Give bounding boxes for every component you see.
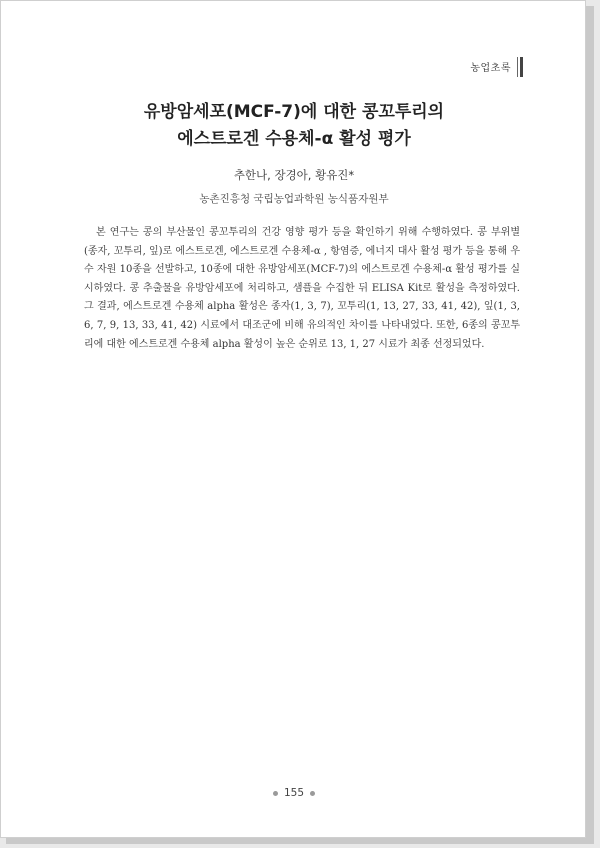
title-line-1: 유방암세포(MCF-7)에 대한 콩꼬투리의 [143, 102, 445, 122]
page-shadow-right [586, 6, 594, 842]
page-footer [1, 787, 587, 799]
authors: 추한나, 장경아, 황유진* [233, 168, 355, 182]
title-line-2: 에스트로겐 수용체-α 활성 평가 [177, 129, 411, 149]
page-number: 155 [283, 787, 305, 799]
footer-dot-left [273, 791, 278, 796]
page-shadow-bottom [6, 838, 594, 844]
section-tag: 농업초록 [470, 63, 511, 74]
section-bar-thin [517, 57, 519, 77]
affiliation: 농촌진흥청 국립농업과학원 농식품자원부 [199, 193, 389, 205]
footer-dot-right [310, 791, 315, 796]
paper-title [1, 99, 587, 153]
section-bar [520, 57, 523, 77]
abstract: 본 연구는 콩의 부산물인 콩꼬투리의 건강 영향 평가 등을 확인하기 위해 수행하였다. 콩 부위별(종자, 꼬투리, 잎)로 에스트로겐, 에스트로겐 수용체-α , 항염증, 에너지 대사 활성 평가 등을 통해 우수 자원 10종을 선발하고, 10종에 대한 유방암세포(MCF-7)의 에스트로겐 수용체-α 활성 평가를 실시하였다. 콩 추출물을 유방암세포에 처리하고, 샘플을 수집한 뒤 ELISA Kit로 활성을 측정하였다. 그 결과, 에스트로겐 수용체 alpha 활성은 종자(1, 3, 7), 꼬투리(1, 13, 27, 33, 41, 42), 잎(1, 3, 6, 7, 9, 13, 33, 41, 42) 시료에서 대조군에 비해 유의적인 차이를 나타내었다. 또한, 6종의 콩꼬투리에 대한 에스트로겐 수용체 alpha 활성이 높은 순위로 13, 1, 27 시료가 최종 선정되었다. [84, 227, 520, 350]
